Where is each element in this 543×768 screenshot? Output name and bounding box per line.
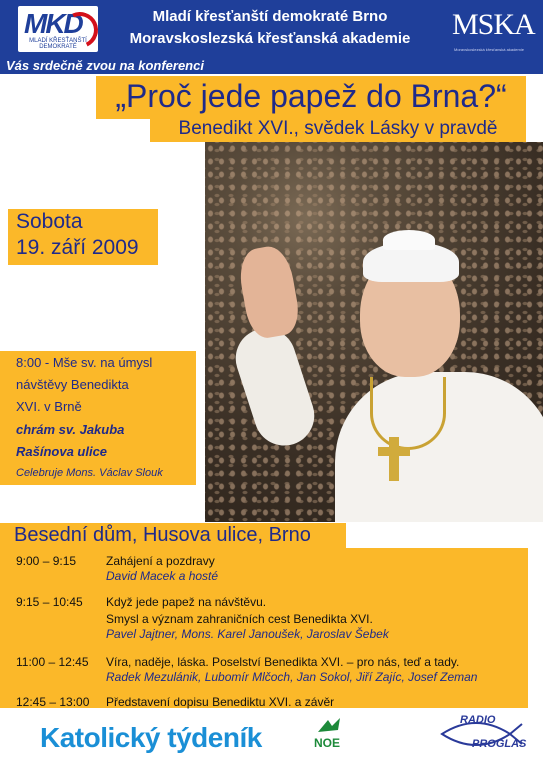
invitation-text: Vás srdečně zvou na konferenci [6, 58, 204, 73]
program-description-2: Smysl a význam zahraničních cest Benedikta XVI. [106, 612, 373, 626]
program-description: Víra, naděje, láska. Poselství Benedikta XVI. – pro nás, teď a tady. [106, 655, 460, 669]
mska-logo [452, 6, 535, 54]
program-description: Když jede papež na návštěvu. [106, 595, 267, 609]
noe-bird-icon [310, 714, 354, 738]
noe-logo [310, 714, 354, 754]
program-speakers: Pavel Jajtner, Mons. Karel Janoušek, Jaroslav Šebek [106, 627, 389, 641]
noe-logo-text: NOE [314, 736, 341, 750]
mass-info-box [0, 351, 196, 485]
mass-line-2: návštěvy Benedikta [16, 377, 129, 392]
program-time: 11:00 – 12:45 [16, 655, 89, 669]
program-description: Zahájení a pozdravy [106, 554, 215, 568]
organizer-line-2: Moravskoslezská křesťanská akademie [129, 30, 411, 47]
program-speakers: Radek Mezulánik, Lubomír Mlčoch, Jan Sokol, Jiří Zajíc, Josef Zeman [106, 670, 478, 684]
organizer-line-1: Mladí křesťanští demokraté Brno [152, 8, 388, 25]
radio-logo-text-1: RADIO [460, 714, 496, 726]
mkd-logo-text: MKD [24, 8, 82, 39]
mass-line-1: 8:00 - Mše sv. na úmysl [16, 355, 153, 370]
event-day: Sobota [16, 210, 83, 233]
program-time: 9:00 – 9:15 [16, 554, 77, 568]
mkd-logo-caption: MLADÍ KŘESŤANŠTÍ DEMOKRATÉ [29, 38, 87, 50]
event-date: 19. září 2009 [16, 236, 139, 259]
program-schedule [0, 548, 528, 708]
pope-photo [205, 142, 543, 522]
pectoral-cross-icon [389, 437, 399, 481]
pectoral-cross-bar [378, 447, 410, 456]
program-speakers: David Macek a hosté [106, 569, 219, 583]
mass-celebrant: Celebruje Mons. Václav Slouk [16, 467, 163, 479]
zucchetto [383, 230, 435, 250]
radio-logo-text-2: PROGLAS [472, 738, 527, 750]
conference-title: „Proč jede papež do Brna?“ [115, 78, 507, 114]
katolicky-tydenik-logo: Katolický týdeník [40, 722, 262, 753]
mass-place-church: chrám sv. Jakuba [16, 422, 125, 437]
mass-line-3: XVI. v Brně [16, 399, 82, 414]
mska-logo-text: MSKA [452, 8, 535, 41]
program-time: 9:15 – 10:45 [16, 595, 83, 609]
radio-proglas-logo [436, 712, 527, 756]
program-description: Představení dopisu Benediktu XVI. a závěr [106, 695, 335, 709]
venue-text: Besední dům, Husova ulice, Brno [14, 524, 311, 546]
mska-logo-caption: Moravskoslezská křesťanská akademie [454, 47, 524, 52]
conference-subtitle: Benedikt XVI., svědek Lásky v pravdě [178, 118, 498, 139]
mkd-logo [18, 6, 98, 52]
mass-place-street: Rašínova ulice [16, 444, 108, 459]
pectoral-chain [370, 377, 446, 450]
program-time: 12:45 – 13:00 [16, 695, 90, 709]
